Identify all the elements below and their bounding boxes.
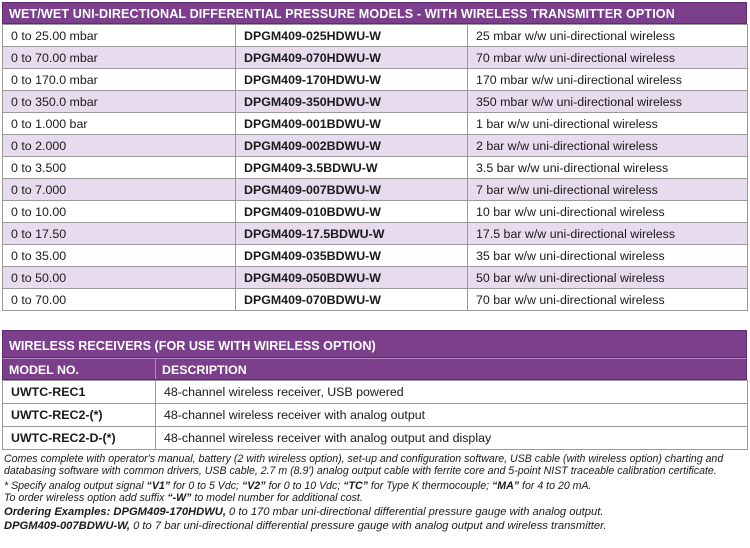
range-cell: 0 to 1.000 bar — [3, 113, 236, 135]
receivers-table-title: WIRELESS RECEIVERS (FOR USE WITH WIRELESS OPTION) — [2, 330, 747, 358]
description-cell: 17.5 bar w/w uni-directional wireless — [468, 223, 748, 245]
analog-note-text-3: for 0 to 10 Vdc; — [265, 479, 344, 492]
description-cell: 1 bar w/w uni-directional wireless — [468, 113, 748, 135]
model-number-cell: DPGM409-035BDWU-W — [236, 245, 468, 267]
model-number-cell: DPGM409-070HDWU-W — [236, 47, 468, 69]
model-number-cell: DPGM409-001BDWU-W — [236, 113, 468, 135]
table-row — [3, 427, 748, 450]
table-row — [3, 245, 748, 267]
description-cell: 170 mbar w/w uni-directional wireless — [468, 69, 748, 91]
receiver-model-cell: UWTC-REC2-(*) — [3, 404, 156, 427]
description-cell: 35 bar w/w uni-directional wireless — [468, 245, 748, 267]
column-header-description: DESCRIPTION — [162, 363, 247, 377]
range-cell: 0 to 35.00 — [3, 245, 236, 267]
model-number-cell: DPGM409-3.5BDWU-W — [236, 157, 468, 179]
range-cell: 0 to 7.000 — [3, 179, 236, 201]
models-table-title: WET/WET UNI-DIRECTIONAL DIFFERENTIAL PRESSURE MODELS - WITH WIRELESS TRANSMITTER OPTION — [2, 2, 747, 24]
description-cell: 70 mbar w/w uni-directional wireless — [468, 47, 748, 69]
table-row — [3, 381, 748, 404]
description-cell: 50 bar w/w uni-directional wireless — [468, 267, 748, 289]
table-row — [3, 157, 748, 179]
ordering-example-2 — [4, 519, 746, 533]
table-row — [3, 113, 748, 135]
range-cell: 0 to 70.00 mbar — [3, 47, 236, 69]
column-header-model: MODEL NO. — [3, 359, 156, 379]
wireless-note-text-1: To order wireless option add suffix — [4, 492, 168, 505]
description-cell: 10 bar w/w uni-directional wireless — [468, 201, 748, 223]
table-row — [3, 91, 748, 113]
model-number-cell: DPGM409-070BDWU-W — [236, 289, 468, 311]
receivers-table — [2, 330, 747, 450]
model-number-cell: DPGM409-007BDWU-W — [236, 179, 468, 201]
signal-code-v1: “V1” — [146, 479, 171, 492]
description-cell: 3.5 bar w/w uni-directional wireless — [468, 157, 748, 179]
range-cell: 0 to 3.500 — [3, 157, 236, 179]
comes-complete-note: Comes complete with operator's manual, battery (2 with wireless option), set-up and configuration software, USB cable (with wireless option) charting and databasing software with common drivers, USB cable, 2.7 m (8.9') analog output cable with ferrite core and 5-point NIST traceable calibration certificate. — [4, 453, 724, 478]
receivers-column-headers — [2, 358, 747, 380]
table-row — [3, 267, 748, 289]
analog-note-text-2: for 0 to 5 Vdc; — [170, 479, 242, 492]
signal-code-tc: “TC” — [343, 479, 368, 492]
range-cell: 0 to 10.00 — [3, 201, 236, 223]
range-cell: 0 to 350.0 mbar — [3, 91, 236, 113]
model-number-cell: DPGM409-010BDWU-W — [236, 201, 468, 223]
table-row — [3, 179, 748, 201]
description-cell: 7 bar w/w uni-directional wireless — [468, 179, 748, 201]
range-cell: 0 to 17.50 — [3, 223, 236, 245]
table-row — [3, 25, 748, 47]
range-cell: 0 to 25.00 mbar — [3, 25, 236, 47]
wireless-suffix: “-W” — [167, 492, 192, 505]
analog-note-text-5: for 4 to 20 mA. — [519, 479, 592, 492]
receiver-model-cell: UWTC-REC2-D-(*) — [3, 427, 156, 450]
model-number-cell: DPGM409-170HDWU-W — [236, 69, 468, 91]
description-cell: 350 mbar w/w uni-directional wireless — [468, 91, 748, 113]
model-number-cell: DPGM409-17.5BDWU-W — [236, 223, 468, 245]
description-cell: 25 mbar w/w uni-directional wireless — [468, 25, 748, 47]
model-number-cell: DPGM409-350HDWU-W — [236, 91, 468, 113]
models-table — [2, 2, 747, 311]
receiver-description-cell: 48-channel wireless receiver with analog output and display — [156, 427, 748, 450]
ordering-example-1 — [4, 505, 746, 519]
analog-note-text-1: * Specify analog output signal — [4, 479, 147, 492]
model-number-cell: DPGM409-025HDWU-W — [236, 25, 468, 47]
range-cell: 0 to 70.00 — [3, 289, 236, 311]
model-number-cell: DPGM409-002BDWU-W — [236, 135, 468, 157]
range-cell: 0 to 50.00 — [3, 267, 236, 289]
receiver-description-cell: 48-channel wireless receiver, USB powered — [156, 381, 748, 404]
receiver-description-cell: 48-channel wireless receiver with analog output — [156, 404, 748, 427]
ordering-example-1-text: 0 to 170 mbar uni-directional differential pressure gauge with analog output. — [225, 505, 604, 518]
description-cell: 2 bar w/w uni-directional wireless — [468, 135, 748, 157]
table-row — [3, 69, 748, 91]
range-cell: 0 to 2.000 — [3, 135, 236, 157]
signal-code-ma: “MA” — [492, 479, 520, 492]
ordering-label: Ordering Examples: DPGM409-170HDWU, — [4, 505, 226, 518]
notes-section — [4, 453, 746, 533]
model-number-cell: DPGM409-050BDWU-W — [236, 267, 468, 289]
analog-note-text-4: for Type K thermocouple; — [367, 479, 492, 492]
table-row — [3, 201, 748, 223]
signal-code-v2: “V2” — [241, 479, 266, 492]
receivers-table-body — [2, 380, 748, 450]
table-row — [3, 47, 748, 69]
range-cell: 0 to 170.0 mbar — [3, 69, 236, 91]
receiver-model-cell: UWTC-REC1 — [3, 381, 156, 404]
table-row — [3, 404, 748, 427]
wireless-option-note — [4, 492, 746, 504]
analog-output-note — [4, 480, 746, 492]
description-cell: 70 bar w/w uni-directional wireless — [468, 289, 748, 311]
ordering-model-2: DPGM409-007BDWU-W, — [4, 519, 130, 532]
models-table-body — [2, 24, 748, 311]
table-row — [3, 223, 748, 245]
wireless-note-text-2: to model number for additional cost. — [191, 492, 363, 505]
table-row — [3, 135, 748, 157]
ordering-example-2-text: 0 to 7 bar uni-directional differential pressure gauge with analog output and wireless transmitter. — [129, 519, 607, 532]
table-row — [3, 289, 748, 311]
